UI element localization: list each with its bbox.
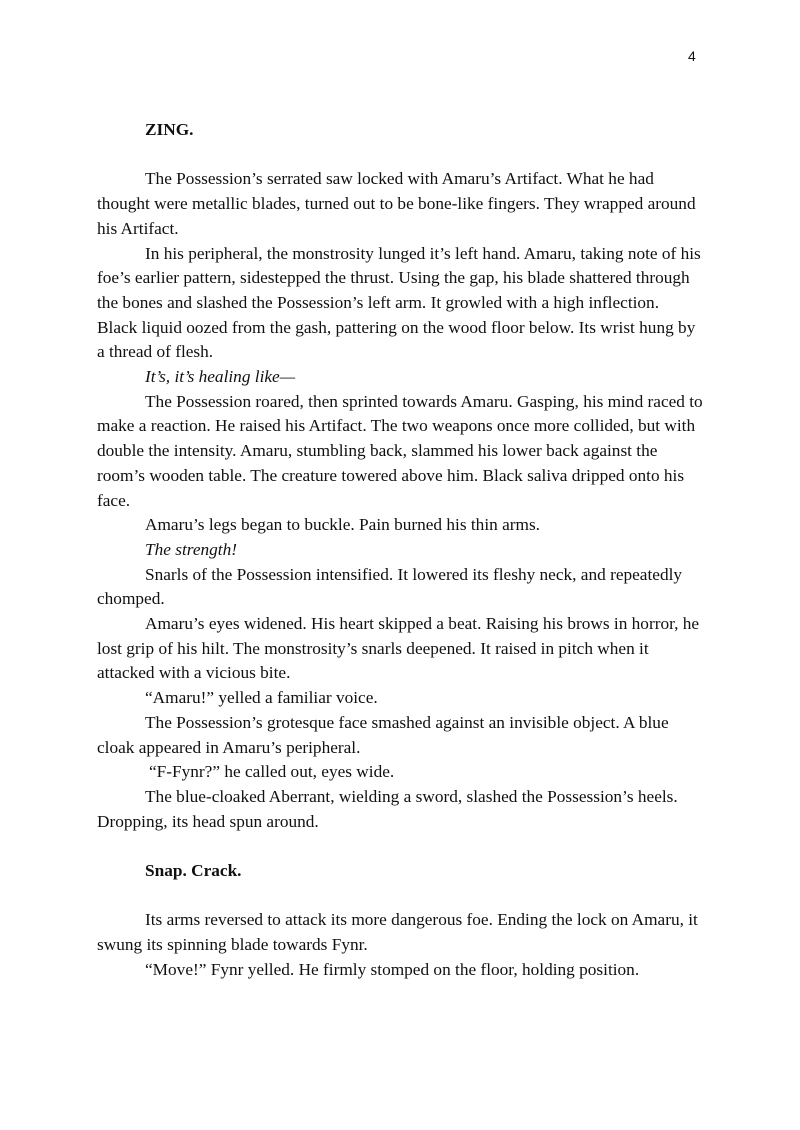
paragraph: Its arms reversed to attack its more dangerous foe. Ending the lock on Amaru, it swung its spinning blade towards Fynr.	[97, 910, 698, 955]
paragraph: “Move!” Fynr yelled. He firmly stomped on the floor, holding position.	[145, 959, 640, 979]
paragraph: The Possession’s grotesque face smashed against an invisible object. A blue cloak appeared in Amaru’s peripheral.	[97, 712, 669, 757]
paragraph: The blue-cloaked Aberrant, wielding a sword, slashed the Possession’s heels. Dropping, its head spun around.	[97, 786, 678, 831]
section-break-heading: Snap. Crack.	[145, 861, 242, 881]
paragraph: “F-Fynr?” he called out, eyes wide.	[149, 762, 395, 782]
paragraph: Snarls of the Possession intensified. It lowered its fleshy neck, and repeatedly chomped.	[97, 564, 683, 609]
paragraph: “Amaru!” yelled a familiar voice.	[145, 688, 378, 708]
paragraph: Amaru’s eyes widened. His heart skipped a beat. Raising his brows in horror, he lost grip of his hilt. The monstrosity’s snarls deepened. It raised in pitch when it attacked with a vicious bite.	[97, 614, 700, 683]
paragraph: The Possession’s serrated saw locked with Amaru’s Artifact. What he had thought were metallic blades, turned out to be bone-like fingers. They wrapped around his Artifact.	[97, 169, 696, 238]
paragraph-gap	[97, 884, 703, 909]
page-number: 4	[688, 48, 696, 64]
paragraph-gap	[97, 143, 703, 168]
paragraph-gap	[97, 834, 703, 859]
paragraph: Amaru’s legs began to buckle. Pain burned his thin arms.	[145, 515, 540, 535]
italic-thought: It’s, it’s healing like—	[145, 367, 296, 387]
paragraph: The Possession roared, then sprinted towards Amaru. Gasping, his mind raced to make a reaction. He raised his Artifact. The two weapons once more collided, but with double the intensity. Amaru, stumbling back, slammed his lower back against the room’s wooden table. The creature towered above him. Black saliva dripped onto his face.	[97, 391, 703, 510]
section-break-heading: ZING.	[145, 120, 194, 139]
body-text	[97, 118, 703, 983]
paragraph: In his peripheral, the monstrosity lunged it’s left hand. Amaru, taking note of his foe’s earlier pattern, sidestepped the thrust. Using the gap, his blade shattered through the bones and slashed the Possession’s left arm. It growled with a high inflection. Black liquid oozed from the gash, pattering on the wood floor below. Its wrist hung by a thread of flesh.	[97, 243, 701, 362]
italic-thought: The strength!	[145, 539, 238, 559]
